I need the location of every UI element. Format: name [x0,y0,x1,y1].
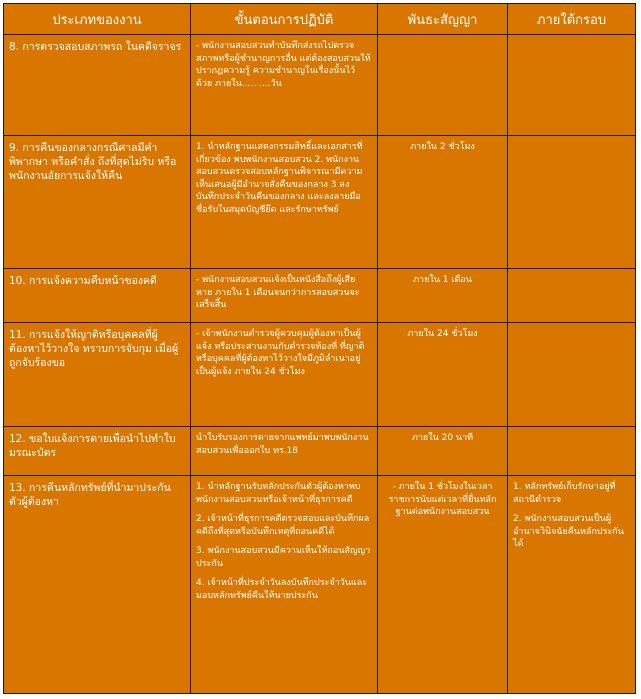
service-standards-table [3,3,636,694]
procedure-step: 2. เจ้าหน้าที่ธุรการคดีตรวจสอบและบันทึกผลคดีถึงที่สุดหรือบันทึกเหตุที่ถอนคดีได้ [196,514,370,537]
cell-commitment: ภายใน 20 นาที [378,427,508,476]
header-procedure: ขั้นตอนการปฏิบัติ [191,4,378,35]
procedure-step: - พนักงานสอบสวนทำบันทึกส่งรถไปตรวจ สภาพหรือผู้ชำนาญการอื่น แต่ต้องสอบสวนให้ปรากฏความรู้ ความชำนาญในเรื่องนั้นไว้ด้วย ภายใน..........วัน [196,41,371,89]
cell-job-type: 9. การคืนของกลางกรณีศาลมีคำพิพากษา หรือคำสั่ง ถึงที่สุดไม่ริบ หรือพนักงานอัยการแจ้งให้คืน [4,136,191,269]
cell-commitment [378,35,508,136]
cell-job-type: 12. ขอใบแจ้งการตายเพื่อนำไปทำใบมรณะบัตร [4,427,191,476]
procedure-step: นำใบรับรองการตายจากแพทย์มาพบพนักงานสอบสวนเพื่อออกใบ ทร.18 [196,433,369,456]
table-row [4,269,636,323]
cell-framework [508,476,636,694]
cell-framework [508,427,636,476]
cell-framework [508,269,636,323]
table-row [4,136,636,269]
cell-commitment: ภายใน 2 ชั่วโมง [378,136,508,269]
header-commitment: พันธะสัญญา [378,4,508,35]
cell-job-type: 13. การคืนหลักทรัพย์ที่นำมาประกันตัวผู้ต้องหา [4,476,191,694]
cell-job-type: 8. การตรวจสอบสภาพรถ ในคดีจราจร [4,35,191,136]
procedure-step: 1. นำหลักฐานรับหลักประกันตัวผู้ต้องหาพบพนักงานสอบสวนหรือเจ้าหน้าที่ธุรการคดี [196,482,361,505]
table-row [4,35,636,136]
cell-commitment: ภายใน 1 เดือน [378,269,508,323]
cell-procedure [191,323,378,427]
table-header-row [4,4,636,35]
table-row [4,323,636,427]
cell-framework [508,136,636,269]
cell-commitment: ภายใน 24 ชั่วโมง [378,323,508,427]
procedure-step: 3. พนักงานสอบสวนมีความเห็นให้ถอนสัญญาประกัน [196,546,371,569]
framework-item: 2. พนักงานสอบสวนเป็นผู้อำนาจวินิจฉัยคืนหลักประกันได้ [513,514,624,549]
cell-procedure [191,136,378,269]
procedure-step: - พนักงานสอบสวนแจ้งเป็นหนังสือถึงผู้เสียหาย ภายใน 1 เดือนจนกว่าการสอบสวนจะเสร็จสิ้น [196,275,360,310]
procedure-step: - เจ้าพนักงานตำรวจผู้ควบคุมผู้ต้องหาเป็นผู้แจ้ง หรือประสานงานกับตำรวจท้องที่ ที่ญาติหรือบุคคลที่ผู้ต้องหาไว้วางใจมีภูมิลำเนาอยู่เป็นผู้แจ้ง ภายใน 24 ชั่วโมง [196,329,365,377]
cell-job-type: 10. การแจ้งความคืบหน้าของคดี [4,269,191,323]
cell-procedure [191,269,378,323]
cell-job-type: 11. การแจ้งให้ญาติหรือบุคคลที่ผู้ต้องหาไว้วางใจ ทราบการจับกุม เมื่อผู้ถูกจับร้องขอ [4,323,191,427]
cell-commitment: - ภายใน 1 ชั่วโมงในเวลาราชการนับแต่เวลาที่ยื่นหลักฐานต่อพนักงานสอบสวน [378,476,508,694]
cell-procedure [191,427,378,476]
cell-procedure [191,35,378,136]
procedure-step: 4. เจ้าหน้าที่ประจำวันลงบันทึกประจำวันและมอบหลักทรัพย์คืนให้นายประกัน [196,578,368,601]
table-row [4,476,636,694]
procedure-step: 1. นำหลักฐานแสดงกรรมสิทธิ์และเอกสารที่เกี่ยวข้อง พบพนักงานสอบสวน 2. พนักงานสอบสวนตรวจสอบหลักฐานพิจารณามีความเห็นเสนอผู้มีอำนาจสั่งคืนของกลาง 3 ลงบันทึกประจำวันคืนของกลาง และลงลายมือชื่อรับในสมุดบัญชียึด และรักษาทรัพย์ [196,142,363,215]
cell-procedure [191,476,378,694]
cell-framework [508,323,636,427]
header-job-type: ประเภทของงาน [4,4,191,35]
cell-framework [508,35,636,136]
header-framework: ภายใต้กรอบ [508,4,636,35]
framework-item: 1. หลักทรัพย์เก็บรักษาอยู่ที่สถานีตำรวจ [513,482,616,505]
table-row [4,427,636,476]
